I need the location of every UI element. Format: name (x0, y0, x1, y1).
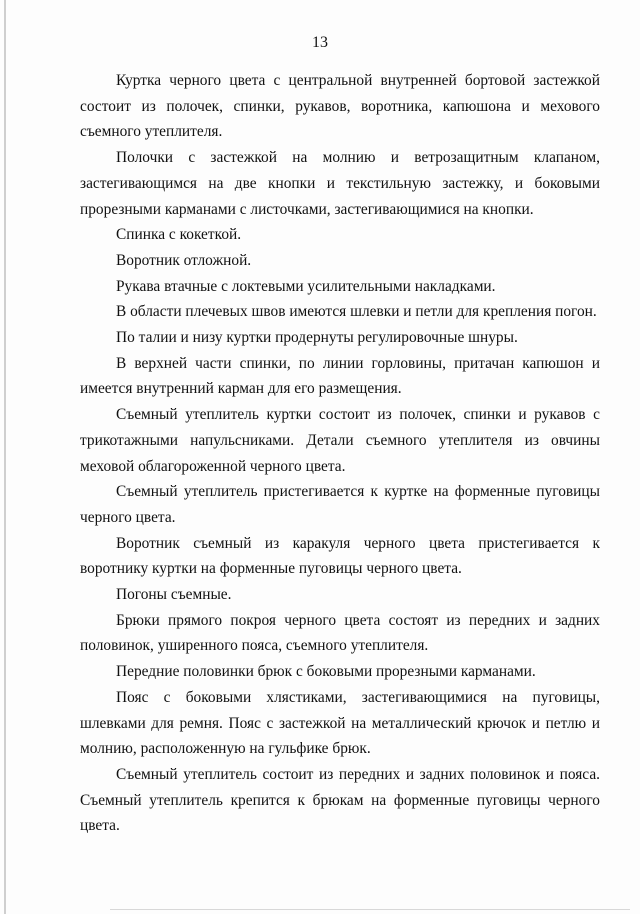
document-body (80, 68, 600, 839)
paragraph-collar: Воротник отложной. (116, 251, 252, 269)
paragraph-liner-attach: Съемный утеплитель пристегивается к куртке на форменные пуговицы черного цвета. (80, 483, 600, 526)
scan-edge-left (4, 0, 6, 914)
paragraph-trouser-liner: Съемный утеплитель состоит из передних и задних половинок и пояса. Съемный утеплитель крепится к брюкам на форменные пуговицы черного цвета. (80, 765, 600, 835)
scan-edge-bottom (110, 909, 630, 910)
paragraph-jacket-liner: Съемный утеплитель куртки состоит из полочек, спинки и рукавов с трикотажными напульсниками. Детали съемного утеплителя из овчины меховой облагороженной черного цвета. (80, 406, 600, 475)
paragraph-shoulder-boards: Погоны съемные. (116, 586, 232, 604)
paragraph-front-halves: Передние половинки брюк с боковыми прорезными карманами. (116, 663, 536, 681)
paragraph-cords: По талии и низу куртки продернуты регулировочные шнуры. (116, 329, 518, 347)
paragraph-shoulder-loops: В области плечевых швов имеются шлевки и петли для крепления погон. (116, 303, 597, 321)
paragraph-trousers: Брюки прямого покроя черного цвета состоят из передних и задних половинок, уширенного пояса, съемного утеплителя. (80, 611, 600, 655)
paragraph-sleeves: Рукава втачные с локтевыми усилительными накладками. (116, 277, 496, 295)
page-number: 13 (312, 34, 328, 51)
paragraph-back: Спинка с кокеткой. (116, 226, 242, 244)
paragraph-hood: В верхней части спинки, по линии горловины, притачан капюшон и имеется внутренний карман для его размещения. (80, 354, 600, 398)
paragraph-waistband: Пояс с боковыми хлястиками, застегивающимися на пуговицы, шлевками для ремня. Пояс с застежкой на металлический крючок и петлю и молнию, расположенную на гульфике брюк. (80, 688, 600, 758)
paragraph-front-panels: Полочки с застежкой на молнию и ветрозащитным клапаном, застегивающимся на две кнопки и текстильную застежку, и боковыми прорезными карманами с листочками, застегивающимися на кнопки. (80, 149, 600, 218)
paragraph-jacket-intro: Куртка черного цвета с центральной внутренней бортовой застежкой состоит из полочек, спинки, рукавов, воротника, капюшона и мехового съемного утеплителя. (80, 72, 600, 141)
paragraph-removable-collar: Воротник съемный из каракуля черного цвета пристегивается к воротнику куртки на форменные пуговицы черного цвета. (80, 534, 600, 578)
